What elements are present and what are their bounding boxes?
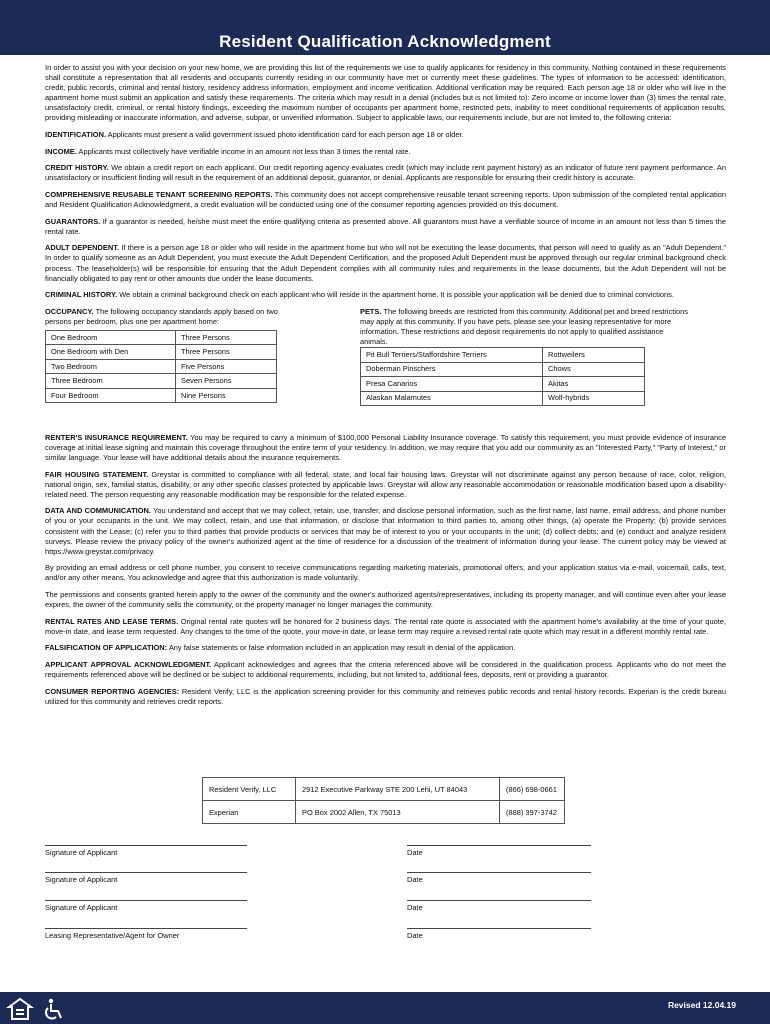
section-adult-dependent: ADULT DEPENDENT. If there is a person age 18 or older who will reside in the apartment home but who will not be executing the lease documents, that person will need to qualify as an "Adult Dependent." In order to qualify someone as an Adult Dependent, you must execute the Adult Dependent Certification, and the proposed Adult Dependent must be approved through our regular criminal background check process. The leaseholder(s) will be responsible for ensuring that the Adult Dependent complies with all community rules and requirements in the lease documents, but the Adult Dependent will not be financially obligated to pay rent or other amounts due under the lease documents. <box>45 243 726 283</box>
date-line-3[interactable]: Date <box>407 900 591 912</box>
table-row: Three Bedroom Seven Persons <box>46 374 277 389</box>
table-row: One Bedroom Three Persons <box>46 330 277 345</box>
signature-line-agent[interactable]: Leasing Representative/Agent for Owner <box>45 928 247 940</box>
section-credit-history: CREDIT HISTORY. We obtain a credit report on each applicant. Our credit reporting agency evaluates credit (which may include rent payment history) as an indicator of future rent payment performance. An unsatisfactory or insufficient finding will result in the requirement of an additional deposit, guarantor, or denial. Applicants are responsible for ensuring their credit history is accurate. <box>45 163 726 183</box>
restricted-breeds-table <box>360 347 645 406</box>
section-criminal-history: CRIMINAL HISTORY. We obtain a criminal background check on each applicant who will reside in the apartment home. It is possible your application will be denied due to criminal convictions. <box>45 290 674 300</box>
table-row: Two Bedroom Five Persons <box>46 359 277 374</box>
section-screening-reports: COMPREHENSIVE REUSABLE TENANT SCREENING REPORTS. This community does not accept comprehensive reusable tenant screening reports. Upon submission of the completed rental application and Resident Qualification Acknowledgment, a credit evaluation will be conducted using one of the consumer reporting agencies provided on this document. <box>45 189 726 210</box>
section-guarantors: GUARANTORS. If a guarantor is needed, he/she must meet the entire qualifying criteria as presented above. All guarantors must have a verifiable source of income in an amount not less than 5 times the rental rate. <box>45 216 726 236</box>
occupancy-table <box>45 330 277 404</box>
top-banner <box>0 0 770 28</box>
occupancy-pets-block <box>45 307 726 427</box>
section-fair-housing: FAIR HOUSING STATEMENT. Greystar is committed to compliance with all federal, state, and local fair housing laws. Greystar will not discriminate against any person because of race, color, religion, national origin, sex, familial status, disability, or any other specific classes protected by applicable laws. Greystar will allow any reasonable accommodation or reasonable modification based upon a disability-related need. The person requesting any reasonable modification may be responsible for the related expense. <box>45 469 726 499</box>
table-row: Experian PO Box 2002 Allen, TX 75013 (888) 397-3742 <box>203 801 565 824</box>
section-permissions: The permissions and consents granted herein apply to the owner of the community and the owner's authorized agents/representatives, including its property manager, and will continue even after your lease expires, the owner of the community sells the community, or the property manager no longer manages the community. <box>45 590 726 610</box>
table-row: Pit Bull Terriers/Staffordshire Terriers Rottweilers <box>361 348 645 363</box>
occupancy-section: OCCUPANCY. The following occupancy standards apply based on two persons per bedroom, plus one per apartment home: One Bedroom Three Persons One Bedroom with Den Three Persons Two Bedroom Five Persons Three Bedroom Seven Persons Four Bedroom Nine Persons <box>45 307 295 404</box>
signature-line-1[interactable]: Signature of Applicant <box>45 845 247 857</box>
pets-section: PETS. The following breeds are restricted from this community. Additional pet and breed restrictions may apply at this community. If you have pets, please see your leasing representative for more information. These restrictions and deposit requirements do not apply to qualified assistance animals. Pit Bull Terriers/Staffordshire Terriers Rottweilers Doberman Pinschers Chows Presa Canarios Akitas Alaskan Malamutes Wolf-hybrids <box>360 307 690 406</box>
section-consent: By providing an email address or cell phone number, you consent to receive communications regarding marketing materials, promotional offers, and your application status via e-mail, voicemail, calls, text, and/or any other means. You acknowledge and agree that this authorization is made voluntarily. <box>45 563 726 583</box>
date-line-4[interactable]: Date <box>407 928 591 940</box>
page-title: Resident Qualification Acknowledgment <box>0 28 770 55</box>
section-renters-insurance: RENTER'S INSURANCE REQUIREMENT. You may be required to carry a minimum of $100,000 Personal Liability Insurance coverage. To satisfy this requirement, you must provide evidence of insurance coverage at initial lease signing and maintain this coverage throughout the entire term of your residency. In addition, we may require that you add our community as an "Interested Party," "Party of Interest," or similar language. Your lease will have additional details about the insurance requirements. <box>45 432 726 462</box>
table-row: One Bedroom with Den Three Persons <box>46 345 277 360</box>
section-falsification: FALSIFICATION OF APPLICATION: Any false statements or false information included in an application may result in denial of the application. <box>45 643 516 653</box>
signature-line-3[interactable]: Signature of Applicant <box>45 900 247 912</box>
document-body <box>45 63 726 713</box>
equal-housing-icon <box>9 999 31 1019</box>
section-rental-rates: RENTAL RATES AND LEASE TERMS. Original rental rate quotes will be honored for 2 business days. The rental rate quote is associated with the apartment home's availability at the time of your quote, move-in date, and lease term requested. Any changes to the time of the quote, your move-in date, or lease term may require a revised rental rate quote which may result in a different monthly rental rate. <box>45 616 726 636</box>
intro-paragraph: In order to assist you with your decision on your new home, we are providing this list of the requirements we use to qualify applicants for residency in this community. Nothing contained in these requirements shall constitute a representation that all residents and occupants currently residing in our community have met or currently meet these guidelines. The types of information to be accessed: identification, credit, public records, criminal and rental history, residency address information, employment and income verification. Additional verification may be required. Each person age 18 or older who will live in the apartment home must submit an application and satisfy these requirements. The criteria which may result in a denial (includes but is not limited to): Zero income or income lower than (3) times the rental rate, unsatisfactory credit, criminal, or rental history findings, exceeding the maximum number of occupants per apartment home, restricted pets, inability to meet conditional requirements of application results, providing misleading or inaccurate information, and adverse, subpar, or unverified information. Subject to applicable laws, our requirements include, but are not limited to, the following criteria: <box>45 63 726 123</box>
table-row: Presa Canarios Akitas <box>361 377 645 392</box>
section-consumer-reporting: CONSUMER REPORTING AGENCIES: Resident Verify, LLC is the application screening provider for this community and retrieves public records and rental history records. Experian is the credit bureau utilized for this community and retrieves credit reports. <box>45 686 726 706</box>
footer-icons <box>6 996 76 1022</box>
table-row: Alaskan Malamutes Wolf-hybrids <box>361 391 645 406</box>
section-data-communication: DATA AND COMMUNICATION. You understand and accept that we may collect, retain, use, transfer, and disclose personal information, such as the first name, last name, email address, and phone number of you or your occupants in the unit. We may collect, retain, and use that information, or disclose that information to third parties to, among other things, (a) operate the Property; (b) provide services consistent with the Lease; (c) refer you to third parties that provide products or services that may be of interest to you or your occupants in the unit; (d) collect debts; and (e) conduct and analyze resident surveys. Please review the privacy policy of the owner's authorized agent at the time of residence for a discussion of the treatment of information during your lease. The current policy may be viewed at https://www.greystar.com/privacy. <box>45 506 727 556</box>
section-identification: IDENTIFICATION. Applicants must present a valid government issued photo identification card for each person age 18 or older. <box>45 130 464 140</box>
accessibility-icon <box>46 999 61 1019</box>
footer-bar <box>0 992 770 1024</box>
revised-date: Revised 12.04.19 <box>667 1000 736 1010</box>
date-line-2[interactable]: Date <box>407 872 591 884</box>
section-income: INCOME. Applicants must collectively have verifiable income in an amount not less than 3 times the rental rate. <box>45 146 411 156</box>
section-applicant-approval: APPLICANT APPROVAL ACKNOWLEDGMENT. Applicant acknowledges and agrees that the criteria referenced above will be considered in the qualification process. Applicants who do not meet the requirements referenced above will be declined or be subject to additional requirements, including, but not limited to, additional fees, deposits, rent or providing a guarantor. <box>45 659 726 680</box>
table-row: Four Bedroom Nine Persons <box>46 388 277 403</box>
table-row: Resident Verify, LLC 2912 Executive Parkway STE 200 Lehi, UT 84043 (866) 698-0661 <box>203 778 565 801</box>
signature-line-2[interactable]: Signature of Applicant <box>45 872 247 884</box>
consumer-agency-table <box>202 777 565 824</box>
date-line-1[interactable]: Date <box>407 845 591 857</box>
table-row: Doberman Pinschers Chows <box>361 362 645 377</box>
